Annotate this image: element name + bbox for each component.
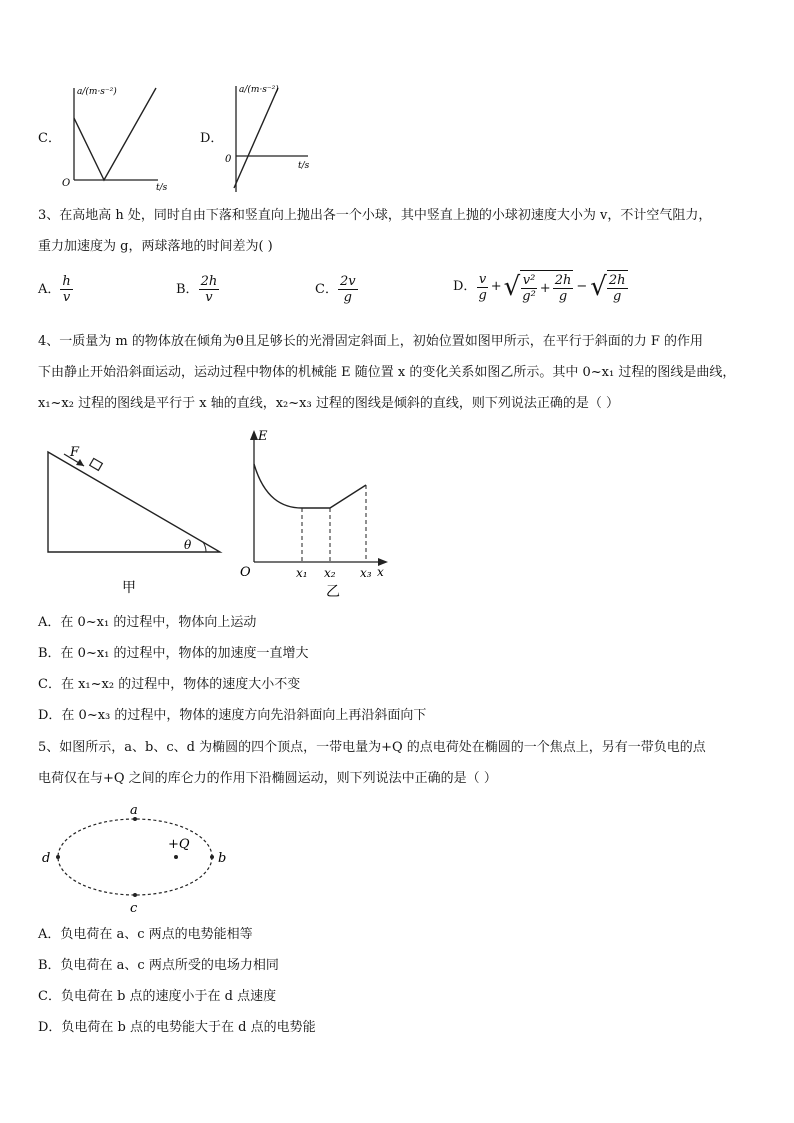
label-b: b (218, 851, 227, 866)
q3-option-d: D． $\frac{v}{g}$ + √ $\frac{\text{v²}}{\text{g²}}$ + $\frac{2h}{g}$ − √ $\frac{2h}{g}$ (453, 271, 626, 304)
point-b (210, 855, 214, 859)
angle-label: θ (184, 538, 192, 552)
label-d: d (42, 851, 51, 866)
graph-d-ylabel: a/(m·s⁻²) (239, 85, 279, 95)
yi-x3: x₃ (360, 566, 372, 580)
q3-c-fraction: $\frac{2v}{g}$ (339, 274, 356, 305)
q4-line3: x₁~x₂ 过程的图线是平行于 x 轴的直线，x₂~x₃ 过程的图线是倾斜的直线，则下列说法正确的是（ ） (38, 396, 619, 411)
q4-option-b: B．在 0~x₁ 的过程中，物体的加速度一直增大 (38, 646, 309, 661)
yi-xaxis-label: x (377, 565, 384, 579)
graph-d-origin: 0 (225, 154, 232, 165)
q5-option-d: D．负电荷在 b 点的电势能大于在 d 点的电势能 (38, 1020, 316, 1035)
figure-yi-caption: 乙 (326, 584, 340, 600)
q4-option-c: C．在 x₁~x₂ 的过程中，物体的速度大小不变 (38, 677, 301, 692)
figure-jia-incline (40, 440, 230, 600)
q3-a-fraction: $\frac{h}{v}$ (62, 274, 71, 305)
yi-origin: O (240, 565, 251, 580)
q3-option-b: B． $\frac{2h}{v}$ (176, 274, 218, 305)
point-c (133, 893, 137, 897)
graph-c-line (74, 88, 156, 180)
q4-line2: 下由静止开始沿斜面运动，运动过程中物体的机械能 E 随位置 x 的变化关系如图乙所示。其中 0~x₁ 过程的图线是曲线， (38, 365, 736, 380)
graph-c-origin: O (62, 178, 71, 189)
label-charge: +Q (168, 837, 190, 852)
q5-option-a: A．负电荷在 a、c 两点的电势能相等 (38, 927, 253, 942)
option-c-label: C． (38, 131, 61, 146)
label-c: c (130, 901, 138, 915)
figure-jia-caption: 甲 (122, 580, 136, 596)
graph-c (58, 80, 178, 195)
point-d (56, 855, 60, 859)
q3-option-c: C． $\frac{2v}{g}$ (315, 274, 356, 305)
ellipse-orbit (58, 819, 212, 895)
q4-option-d: D．在 0~x₃ 的过程中，物体的速度方向先沿斜面向上再沿斜面向下 (38, 708, 427, 723)
incline-triangle (48, 452, 220, 552)
q5-line2: 电荷仅在与+Q 之间的库仑力的作用下沿椭圆运动，则下列说法中正确的是（ ） (38, 771, 497, 786)
q3-line2: 重力加速度为 g，两球落地的时间差为( ) (38, 239, 273, 254)
energy-curve (254, 464, 366, 508)
block (90, 458, 103, 470)
q5-line1: 5、如图所示，a、b、c、d 为椭圆的四个顶点，一带电量为+Q 的点电荷处在椭圆的一个焦点上，另有一带负电的点 (38, 740, 706, 755)
graph-d (220, 80, 320, 195)
q4-option-a: A．在 0~x₁ 的过程中，物体向上运动 (38, 615, 257, 630)
yi-ylabel: E (258, 429, 268, 444)
graph-d-line (234, 88, 278, 188)
graph-d-xlabel: t/s (298, 161, 310, 171)
graph-c-ylabel: a/(m·s⁻²) (77, 87, 117, 97)
q5-option-b: B．负电荷在 a、c 两点所受的电场力相同 (38, 958, 279, 973)
q4-line1: 4、一质量为 m 的物体放在倾角为θ且足够长的光滑固定斜面上，初始位置如图甲所示，在平行于斜面的力 F 的作用 (38, 334, 703, 349)
graph-c-xlabel: t/s (156, 183, 168, 193)
point-charge (174, 855, 178, 859)
figure-ellipse (36, 800, 236, 915)
q3-line1: 3、在高地高 h 处，同时自由下落和竖直向上抛出各一个小球，其中竖直上抛的小球初速度大小为 v，不计空气阻力， (38, 208, 712, 223)
yi-x1: x₁ (296, 566, 308, 580)
figure-yi-graph (236, 424, 396, 602)
force-label: F (70, 445, 80, 460)
q3-b-fraction: $\frac{2h}{v}$ (200, 274, 218, 305)
yi-x2: x₂ (324, 566, 336, 580)
q5-option-c: C．负电荷在 b 点的速度小于在 d 点速度 (38, 989, 277, 1004)
q3-option-a: A． $\frac{h}{v}$ (38, 274, 71, 305)
option-d-label: D． (200, 131, 224, 146)
label-a: a (130, 803, 138, 818)
